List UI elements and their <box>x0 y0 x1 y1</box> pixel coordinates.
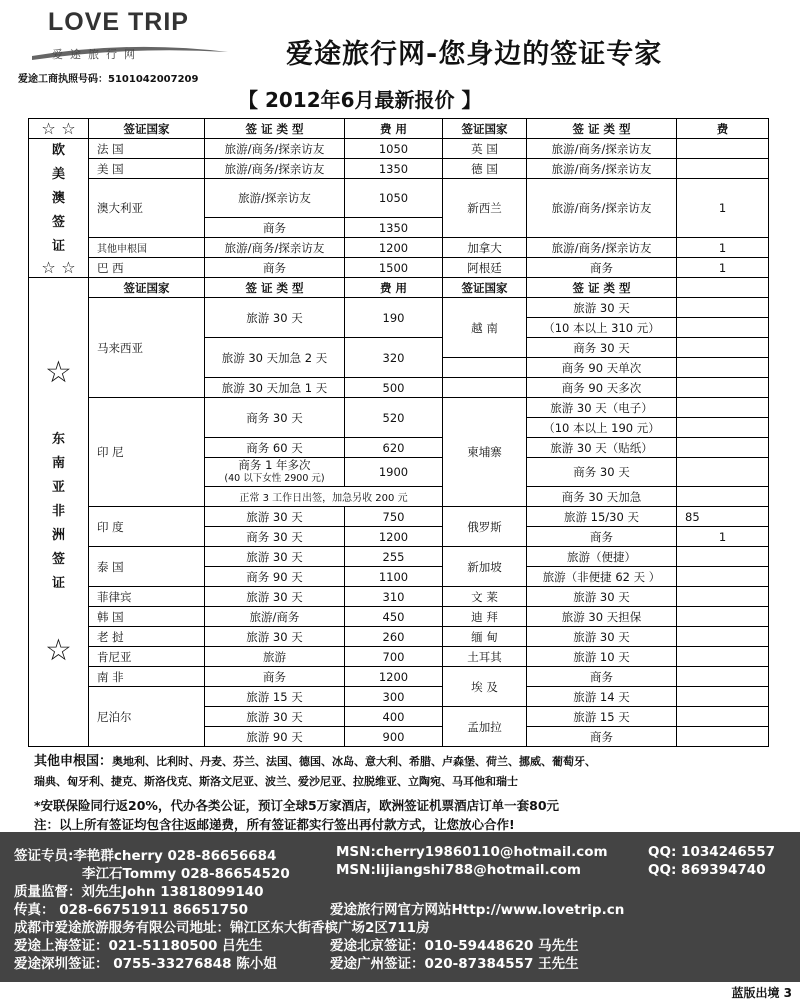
country-cell: 新西兰 <box>443 179 527 238</box>
country-cell: 韩 国 <box>89 607 205 627</box>
table-row <box>29 627 769 647</box>
type-cell: 旅游 30 天 <box>205 547 345 567</box>
type-cell: 旅游 30 天 <box>527 587 677 607</box>
type-cell: 旅游 30 天担保 <box>527 607 677 627</box>
type-cell: 商务 <box>205 218 345 238</box>
fee-cell: 1900 <box>345 458 443 487</box>
type-cell: （10 本以上 190 元） <box>527 418 677 438</box>
table-row <box>29 159 769 179</box>
header-type: 签 证 类 型 <box>205 119 345 139</box>
fee-cell <box>677 139 769 159</box>
fee-cell <box>677 647 769 667</box>
contact-line: 李江石Tommy 028-86654520 <box>82 866 290 882</box>
fee-cell <box>677 358 769 378</box>
stars-top-icon: ☆ ☆ <box>29 119 89 139</box>
country-cell: 印 尼 <box>89 398 205 507</box>
notes <box>34 796 559 834</box>
country-cell: 英 国 <box>443 139 527 159</box>
header-type: 签 证 类 型 <box>527 278 677 298</box>
other-schengen-list <box>34 752 774 792</box>
fee-cell <box>677 587 769 607</box>
country-cell: 孟加拉 <box>443 707 527 747</box>
other-schengen-label: 其他申根国： <box>34 754 113 769</box>
country-cell: 老 挝 <box>89 627 205 647</box>
header-type: 签 证 类 型 <box>527 119 677 139</box>
fee-cell <box>677 627 769 647</box>
qq-cherry: QQ: 1034246557 <box>648 844 775 860</box>
type-cell: 商务 30 天 <box>527 338 677 358</box>
country-cell: 尼泊尔 <box>89 687 205 747</box>
type-cell: 旅游 15 天 <box>527 707 677 727</box>
fee-cell <box>677 458 769 487</box>
type-cell: 商务 <box>527 527 677 547</box>
fee-cell: 700 <box>345 647 443 667</box>
type-cell: 旅游/商务/探亲访友 <box>205 159 345 179</box>
fee-cell: 85 <box>677 507 769 527</box>
type-cell: 商务 <box>527 258 677 278</box>
type-cell: 旅游 15 天 <box>205 687 345 707</box>
note-cell: 正常 3 工作日出签，加急另收 200 元 <box>205 487 443 507</box>
contact-panel <box>0 832 800 982</box>
type-cell: 商务 30 天 <box>205 527 345 547</box>
fee-cell: 1200 <box>345 527 443 547</box>
star-icon: ☆ <box>45 355 72 390</box>
type-cell: 商务 30 天 <box>527 458 677 487</box>
type-cell: 商务 90 天 <box>205 567 345 587</box>
table-row <box>29 179 769 218</box>
type-cell: 旅游 15/30 天 <box>527 507 677 527</box>
table-row <box>29 258 769 278</box>
type-cell: 旅游 30 天 <box>205 587 345 607</box>
star-icon: ☆ <box>45 633 72 668</box>
fee-cell <box>677 159 769 179</box>
type-cell: 旅游 90 天 <box>205 727 345 747</box>
fee-cell: 750 <box>345 507 443 527</box>
country-cell: 马来西亚 <box>89 298 205 398</box>
fee-cell: 300 <box>345 687 443 707</box>
price-table <box>28 118 769 747</box>
fee-cell: 1 <box>677 527 769 547</box>
header-type: 签 证 类 型 <box>205 278 345 298</box>
country-cell: 阿根廷 <box>443 258 527 278</box>
country-cell: 巴 西 <box>89 258 205 278</box>
country-cell: 越 南 <box>443 298 527 358</box>
table-row <box>29 647 769 667</box>
type-cell: 商务 <box>205 258 345 278</box>
fee-cell <box>677 607 769 627</box>
table-row <box>29 687 769 707</box>
type-cell: 旅游 14 天 <box>527 687 677 707</box>
table-row <box>29 587 769 607</box>
type-cell: 旅游/商务/探亲访友 <box>205 139 345 159</box>
fee-cell: 400 <box>345 707 443 727</box>
company-address: 成都市爱途旅游服务有限公司地址：锦江区东大街香槟广场2区711房 <box>14 920 430 936</box>
country-cell: 肯尼亚 <box>89 647 205 667</box>
type-cell: 商务 1 年多次 (40 以下女性 2900 元) <box>205 458 345 487</box>
type-cell: 商务 60 天 <box>205 438 345 458</box>
table-row <box>29 139 769 159</box>
header-fee: 费 <box>677 119 769 139</box>
fee-cell <box>677 298 769 318</box>
shenzhen-contact: 爱途深圳签证： 0755-33276848 陈小姐 <box>14 956 277 972</box>
type-cell: 旅游/商务/探亲访友 <box>527 159 677 179</box>
type-cell: （10 本以上 310 元） <box>527 318 677 338</box>
type-cell: 旅游 10 天 <box>527 647 677 667</box>
fee-cell <box>677 727 769 747</box>
fee-cell <box>677 318 769 338</box>
fee-cell: 260 <box>345 627 443 647</box>
type-cell: 旅游 30 天 <box>205 627 345 647</box>
header-country: 签证国家 <box>443 119 527 139</box>
fee-cell <box>677 418 769 438</box>
fee-cell <box>677 547 769 567</box>
fee-cell: 1 <box>677 258 769 278</box>
header-country: 签证国家 <box>89 119 205 139</box>
page-title: 【 2012年6月最新报价 】 <box>238 88 482 112</box>
beijing-contact: 爱途北京签证：010-59448620 马先生 <box>330 938 579 954</box>
fee-cell <box>677 707 769 727</box>
type-cell: 商务 <box>205 667 345 687</box>
type-cell: 旅游 30 天 <box>527 298 677 318</box>
fee-cell <box>677 487 769 507</box>
header-fee: 费 用 <box>345 278 443 298</box>
fee-cell: 1350 <box>345 159 443 179</box>
fee-cell: 500 <box>345 378 443 398</box>
fee-cell: 255 <box>345 547 443 567</box>
country-cell: 德 国 <box>443 159 527 179</box>
table-row <box>29 667 769 687</box>
country-cell: 法 国 <box>89 139 205 159</box>
fee-cell: 310 <box>345 587 443 607</box>
fee-cell: 1200 <box>345 238 443 258</box>
qq-tommy: QQ: 869394740 <box>648 862 766 878</box>
type-cell: 商务 <box>527 667 677 687</box>
type-cell: 旅游/商务/探亲访友 <box>527 238 677 258</box>
header-fee: 费 用 <box>345 119 443 139</box>
fee-cell: 190 <box>345 298 443 338</box>
quality-supervisor: 质量监督：刘先生John 13818099140 <box>14 884 264 900</box>
fee-cell: 900 <box>345 727 443 747</box>
fee-cell <box>677 398 769 418</box>
header-fee <box>677 278 769 298</box>
fee-cell: 1500 <box>345 258 443 278</box>
country-cell: 柬埔寨 <box>443 398 527 507</box>
fee-cell <box>677 378 769 398</box>
country-cell: 美 国 <box>89 159 205 179</box>
type-cell: 旅游 <box>205 647 345 667</box>
country-cell: 土耳其 <box>443 647 527 667</box>
fee-cell: 1050 <box>345 139 443 159</box>
page-footer: 蓝版出境 3 <box>731 986 792 1000</box>
fax-line: 传真： 028-66751911 86651750 <box>14 902 248 918</box>
type-cell: 旅游 30 天（电子） <box>527 398 677 418</box>
msn-cherry[interactable]: MSN:cherry19860110@hotmail.com <box>336 844 608 860</box>
fee-cell: 1 <box>677 238 769 258</box>
header-country: 签证国家 <box>89 278 205 298</box>
country-cell: 缅 甸 <box>443 627 527 647</box>
type-cell: 旅游 30 天加急 2 天 <box>205 338 345 378</box>
type-cell: 旅游 30 天 <box>205 707 345 727</box>
type-cell: 旅游（便捷） <box>527 547 677 567</box>
type-cell: 商务 90 天多次 <box>527 378 677 398</box>
country-cell: 菲律宾 <box>89 587 205 607</box>
fee-cell <box>677 338 769 358</box>
other-schengen-line2: 瑞典、匈牙利、捷克、斯洛伐克、斯洛文尼亚、波兰、爱沙尼亚、拉脱维亚、立陶宛、马耳他和瑞士 <box>34 775 518 788</box>
guangzhou-contact: 爱途广州签证：020-87384557 王先生 <box>330 956 579 972</box>
type-cell: 旅游/商务/探亲访友 <box>527 179 677 238</box>
other-schengen-line1: 奥地利、比利时、丹麦、芬兰、法国、德国、冰岛、意大利、希腊、卢森堡、荷兰、挪威、葡萄牙、 <box>112 755 597 768</box>
country-cell: 俄罗斯 <box>443 507 527 547</box>
country-cell: 文 莱 <box>443 587 527 607</box>
table-row <box>29 238 769 258</box>
type-cell: 旅游 30 天（贴纸） <box>527 438 677 458</box>
fee-cell: 1100 <box>345 567 443 587</box>
type-cell: 旅游 30 天 <box>527 627 677 647</box>
table-row <box>29 507 769 527</box>
country-cell: 印 度 <box>89 507 205 547</box>
fee-cell <box>677 667 769 687</box>
country-cell: 其他申根国 <box>89 238 205 258</box>
type-cell: 旅游 30 天 <box>205 507 345 527</box>
type-cell: 旅游/探亲访友 <box>205 179 345 218</box>
country-cell: 新加坡 <box>443 547 527 587</box>
type-cell: 旅游/商务/探亲访友 <box>527 139 677 159</box>
logo-text: LOVE TRIP <box>48 8 189 36</box>
type-cell: 旅游 30 天 <box>205 298 345 338</box>
country-cell: 埃 及 <box>443 667 527 707</box>
note-line2: 注：以上所有签证均包含往返邮递费，所有签证都实行签出再付款方式，让您放心合作! <box>34 817 515 832</box>
table-row <box>29 607 769 627</box>
fee-cell: 620 <box>345 438 443 458</box>
fee-cell: 1200 <box>345 667 443 687</box>
table-row <box>29 398 769 418</box>
type-cell: 商务 30 天加急 <box>527 487 677 507</box>
country-cell: 南 非 <box>89 667 205 687</box>
business-license: 爱途工商执照号码：5101042007209 <box>18 74 199 85</box>
fee-cell <box>677 438 769 458</box>
fee-cell <box>677 687 769 707</box>
country-cell: 加拿大 <box>443 238 527 258</box>
table-row <box>29 298 769 318</box>
type-cell: 旅游（非便捷 62 天 ） <box>527 567 677 587</box>
fee-cell: 1 <box>677 179 769 238</box>
fee-cell: 320 <box>345 338 443 378</box>
fee-cell: 520 <box>345 398 443 438</box>
fee-cell: 1050 <box>345 179 443 218</box>
type-cell: 商务 <box>527 727 677 747</box>
page-header <box>0 0 800 112</box>
shanghai-contact: 爱途上海签证：021-51180500 吕先生 <box>14 938 263 954</box>
table-header-row <box>29 119 769 139</box>
type-cell: 商务 90 天单次 <box>527 358 677 378</box>
header-country: 签证国家 <box>443 278 527 298</box>
logo-subtext: 爱途旅行网 <box>52 48 142 61</box>
type-cell: 旅游 30 天加急 1 天 <box>205 378 345 398</box>
table-row <box>29 547 769 567</box>
country-cell: 澳大利亚 <box>89 179 205 238</box>
region-europe-america: 欧美澳签证 ☆ ☆ <box>29 139 89 278</box>
country-cell: 迪 拜 <box>443 607 527 627</box>
slogan: 爱途旅行网-您身边的签证专家 <box>286 39 663 70</box>
type-cell: 旅游/商务 <box>205 607 345 627</box>
note-line1: *安联保险同行返20%，代办各类公证，预订全球5万家酒店，欧洲签证机票酒店订单一套80元 <box>34 798 560 813</box>
stars-icon: ☆ ☆ <box>41 258 76 277</box>
contact-line: 签证专员:李艳群cherry 028-86656684 <box>14 848 277 864</box>
fee-cell: 450 <box>345 607 443 627</box>
type-cell: 旅游/商务/探亲访友 <box>205 238 345 258</box>
region-asia-africa: ☆ 东南亚非洲签证 ☆ <box>29 278 89 747</box>
table-header-row <box>29 278 769 298</box>
fee-cell: 1350 <box>345 218 443 238</box>
country-cell: 泰 国 <box>89 547 205 587</box>
website-link[interactable]: 爱途旅行网官方网站Http://www.lovetrip.cn <box>330 902 625 918</box>
lovetrip-logo <box>30 8 230 70</box>
fee-cell <box>677 567 769 587</box>
msn-tommy[interactable]: MSN:lijiangshi788@hotmail.com <box>336 862 581 878</box>
type-cell: 商务 30 天 <box>205 398 345 438</box>
